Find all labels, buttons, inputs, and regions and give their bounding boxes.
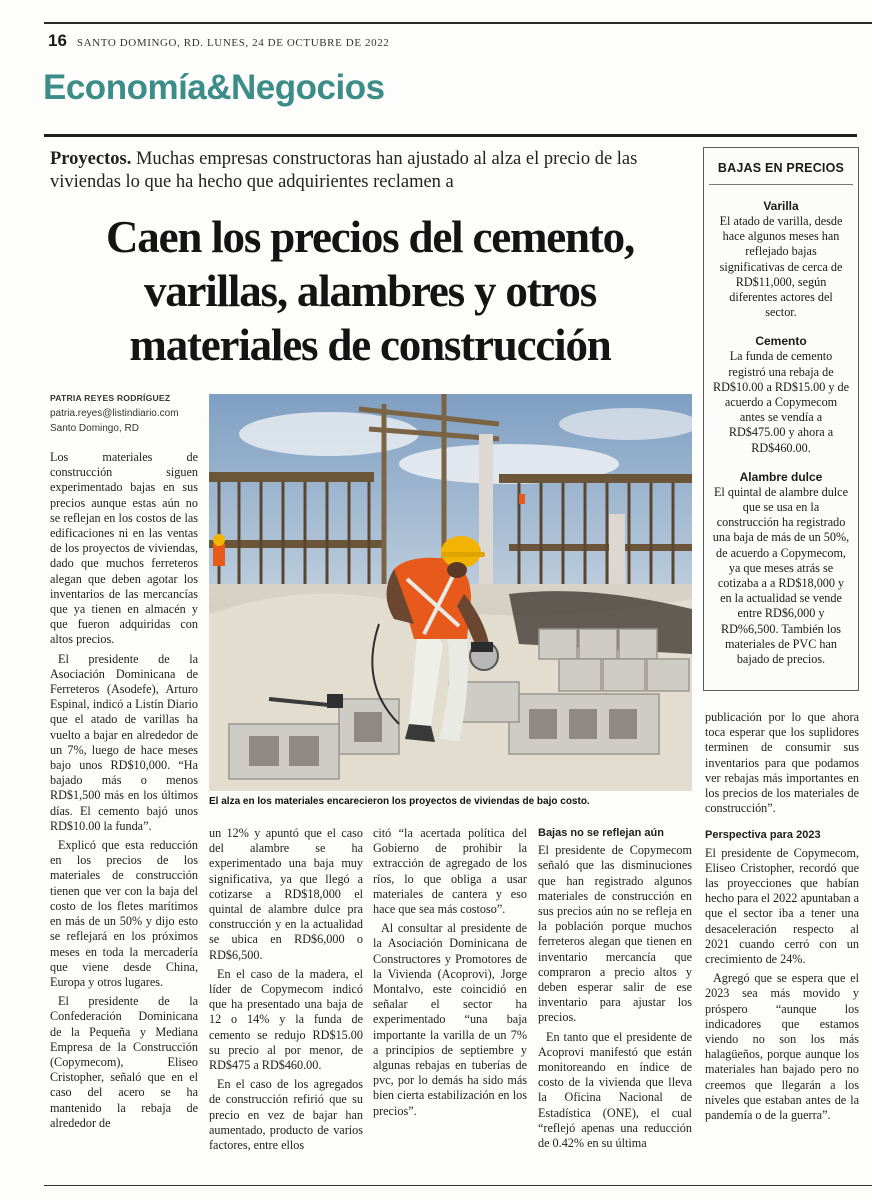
- kicker: [50, 148, 690, 194]
- top-rule: [44, 22, 872, 24]
- column-5: [705, 710, 859, 1123]
- paragraph: El presidente de la Confederación Dominicana de la Pequeña y Mediana Empresa de la Construcción (Copymecom), Eliseo Cristopher, señaló que en el caso del acero se ha mantenido la rebaja de alrededor de: [50, 994, 198, 1130]
- bottom-rule: [44, 1185, 872, 1186]
- subheading: Bajas no se reflejan aún: [538, 827, 664, 839]
- kicker-text: Muchas empresas constructoras han ajustado al alza el precio de las viviendas lo que ha hecho que adquirientes reclamen a: [50, 149, 638, 192]
- sidebar-item-varilla: [704, 199, 858, 320]
- construction-worker-photo: [209, 394, 692, 791]
- paragraph: citó “la acertada política del Gobierno de prohibir la extracción de agregado de los ríos, lo que obliga a usar materiales de cantera y eso hace que sea más costoso”.: [373, 826, 527, 917]
- article-photo: [209, 394, 692, 791]
- subheading: Perspectiva para 2023: [705, 829, 821, 842]
- paragraph: Explicó que esta reducción en los precios de los materiales de construcción tienen que ver con la baja del costo de los fletes marítimos en más de un 50% y dijo esto se reflejará en los próximos meses en toda la mercadería que viene desde China, Europa y otros lugares.: [50, 838, 198, 989]
- headline-line: varillas, alambres y otros: [143, 266, 597, 316]
- column-4: [538, 824, 692, 1151]
- column-1: [50, 450, 198, 1131]
- paragraph: El presidente de la Asociación Dominicana de Ferreteros (Asodefe), Arturo Espinal, indicó a Listín Diario que el atado de varillas ha vuelto a bajar en alrededor de un 7%, luego de hace meses bajo unos RD$10,000. “Ha bajado más o menos RD$1,500 más en los últimos días. El cemento bajó unos RD$10.00 la funda”.: [50, 651, 198, 833]
- paragraph: El presidente de Copymecom, Eliseo Cristopher, recordó que las proyecciones que habían hecho para el 2022 apuntaban a que el sector iba a tener una desaceleración respecto al 2021 cuando cerró con un crecimiento de 24%.: [705, 845, 859, 967]
- sidebar-item-alambre: [704, 470, 858, 667]
- sidebar-item-cemento: [704, 334, 858, 455]
- paragraph: Al consultar al presidente de la Asociación Dominicana de Constructores y Promotores de la Vivienda (Acoprovi), Jorge Montalvo, este coincidió en señalar el sector ha experimentado “una baja importante la varilla de un 7% a principios de septiembre y algunas rebajas en tuberías de pvc, por lo demás ha sido más bien cierta estabilización en los precios”.: [373, 921, 527, 1118]
- sidebar-item-title: Cemento: [755, 334, 807, 349]
- author-place: Santo Domingo, RD: [50, 423, 139, 434]
- headline-line: Caen los precios del cemento,: [105, 212, 635, 262]
- paragraph: Agregó que se espera que el 2023 sea más movido y próspero “aunque los indicadores que estamos viendo no son los más halagüeños, porque aunque los materiales han bajado pero no creemos que llegarán a los niveles que estaban antes de la pandemía o de la guerra”.: [705, 971, 859, 1123]
- kicker-label: Proyectos.: [50, 149, 132, 169]
- headline: [50, 210, 690, 372]
- paragraph: En el caso de los agregados de construcción refirió que su precio en vez de bajar han aumentado, producto de varios factores, entre ellos: [209, 1077, 363, 1153]
- sidebar-item-text: El atado de varilla, desde hace algunos meses han reflejado bajas significativas de cerca de RD$11,000, según diferentes actores del sector.: [719, 214, 843, 320]
- paragraph: un 12% y apuntó que el caso del alambre se ha experimentado una baja muy significativa, ya que llegó a cotizarse a RD$18,000 el quintal de alambre dulce pra construcción y en la actualidad se ubica en RD$6,000 o RD$6,500.: [209, 826, 363, 962]
- sidebar-item-title: Varilla: [763, 199, 799, 213]
- sidebar-title: BAJAS EN PRECIOS: [709, 148, 853, 185]
- column-2: [209, 826, 363, 1153]
- author-email: patria.reyes@listindiario.com: [50, 408, 179, 419]
- page-number: 16: [48, 31, 67, 50]
- sidebar-item-text: El quintal de alambre dulce que se usa en la construcción ha registrado una baja de más de un 50%, de acuerdo a Copymecom, ya que meses atrás se cotizaba a a RD$18,000 y en la actualidad se vende entre RD$6,000 y RD%6,500. También los materiales de PVC han bajado de precios.: [712, 484, 850, 667]
- byline: [50, 391, 200, 436]
- sidebar-item-text: La funda de cemento registró una rebaja de RD$10.00 a RD$15.00 y de acuerdo a Copymecom antes se vendía a RD$475.00 y ahora a RD$460.00.: [712, 349, 850, 455]
- sidebar-box: [703, 147, 859, 691]
- paragraph: publicación por lo que ahora toca esperar que los suplidores terminen de consumir sus inventarios para que podamos ver rebajas más importantes en los precios de los materiales de construcción”.: [705, 710, 859, 816]
- paragraph: Los materiales de construcción siguen experimentado bajas en sus precios aunque estas aún no se reflejan en los costos de las edificaciones ni en las ventas de los proyectos de viviendas, dado que muchos ferreteros alegan que deben agotar los inventarios de las mercancías que ya tienen en almacén y que fueron adquiridas con altos precios.: [50, 450, 198, 647]
- paragraph: En el caso de la madera, el líder de Copymecom indicó que ha presentado una baja de 12 o 14% y la funda de cemento se redujo RD$15.00 su precio al por menor, de RD$475 a RD$460.00.: [209, 966, 363, 1073]
- folio: [48, 31, 389, 51]
- photo-caption: El alza en los materiales encarecieron los proyectos de viviendas de bajo costo.: [209, 796, 590, 807]
- paragraph: En tanto que el presidente de Acoprovi manifestó que están monitoreando en índice de costo de la vivienda que lleva la Oficina Nacional de Estadística (ONE), el cual “reflejó apenas una reducción de 0.42% en su última: [538, 1029, 692, 1151]
- column-3: [373, 826, 527, 1119]
- headline-line: materiales de construcción: [129, 320, 611, 370]
- paragraph: El presidente de Copymecom señaló que las disminuciones que han registrado algunos materiales de construcción en sus precios aún no se refleja en la población porque muchos ferreteros alegan que tienen en inventario mercancía que compraron a precio altos y deben esperar salir de ese inventario para ajustar los precios.: [538, 843, 692, 1025]
- section-rule: [44, 134, 857, 137]
- dateline: SANTO DOMINGO, RD. LUNES, 24 DE OCTUBRE DE 2022: [76, 37, 390, 49]
- section-title: Economía&Negocios: [43, 68, 385, 107]
- sidebar-item-title: Alambre dulce: [739, 469, 823, 484]
- author-name: PATRIA REYES RODRÍGUEZ: [50, 393, 171, 403]
